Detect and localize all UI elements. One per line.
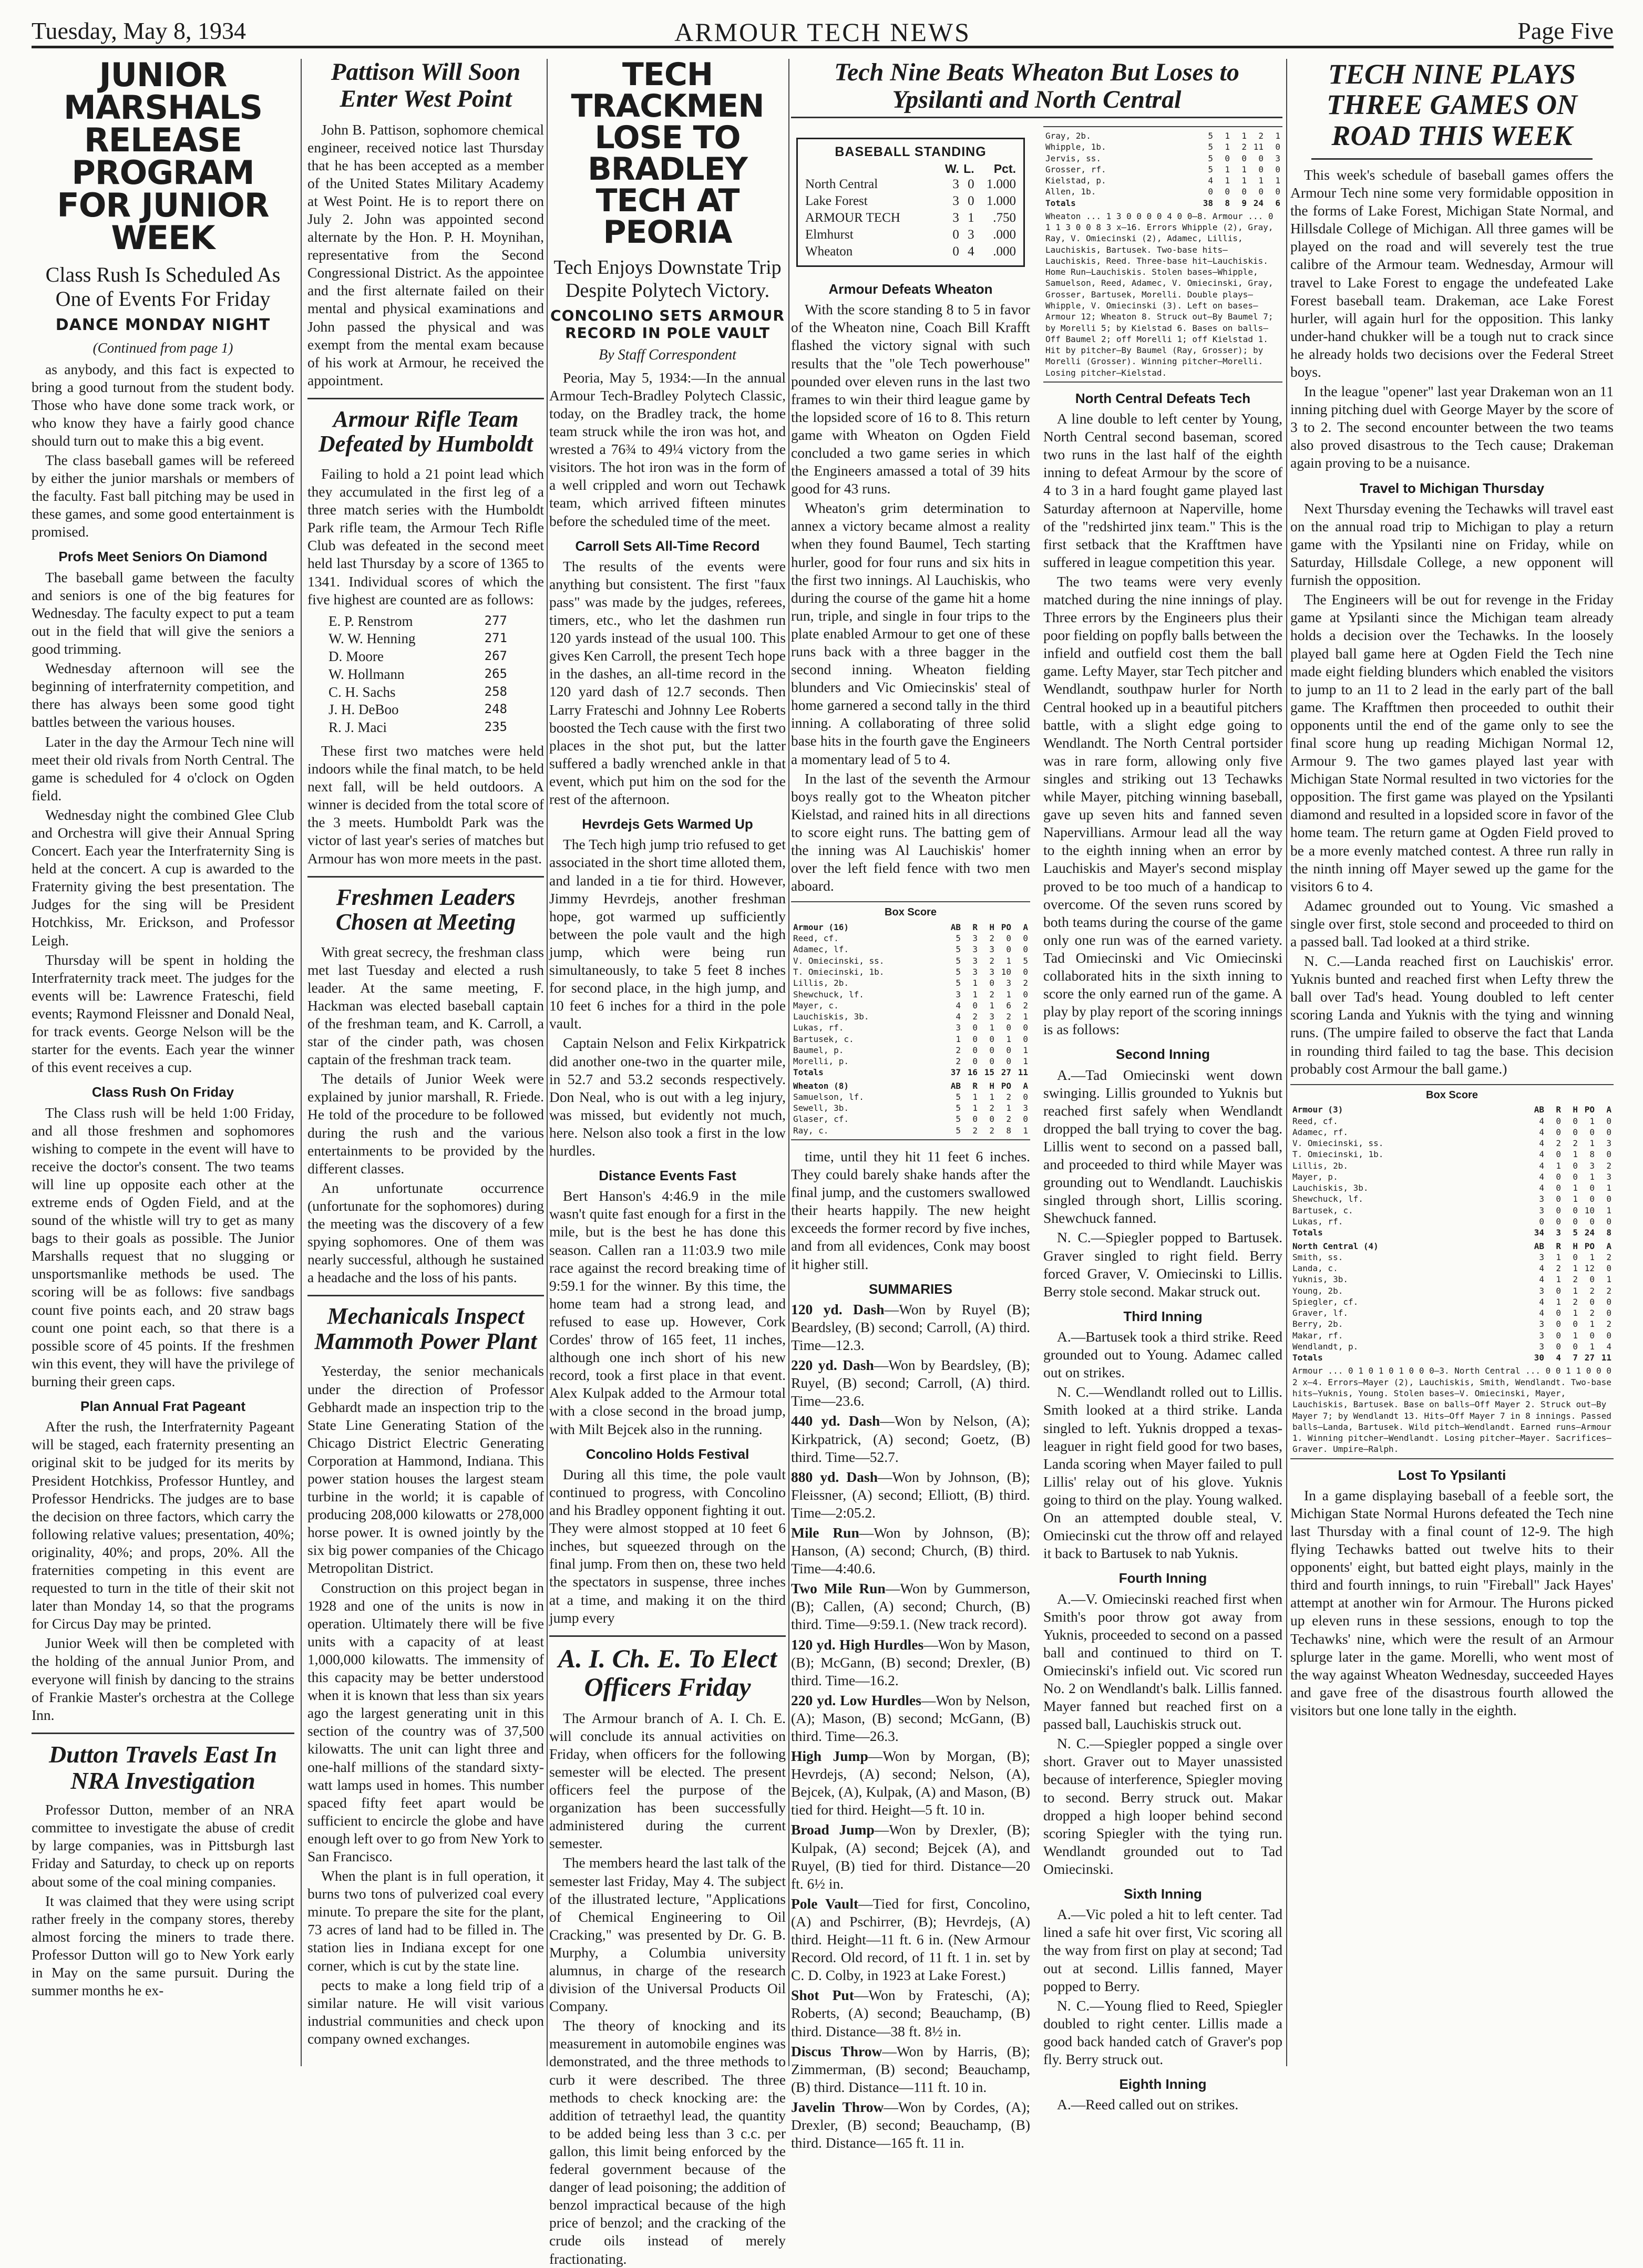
headline-tech-nine-beats-wheaton: Tech Nine Beats Wheaton But Loses to Ypsilanti and North Central — [791, 59, 1282, 118]
subhead: Concolino Holds Festival — [586, 1446, 749, 1462]
score-row: C. H. Sachs 258 — [328, 684, 507, 700]
summary-entry: 440 yd. Dash—Won by Nelson, (A); Kirkpatrick, (A) second; Goetz, (B) third. Time—52.7. — [791, 1413, 1030, 1465]
paragraph: In the league "opener" last year Drakeman won an 11 inning pitching duel with George Mayer by the score of 3 to 2. The second encounter between the two teams also proved disastrous to the Tech cause; Drakeman again proving to be a nuisance. — [1290, 383, 1614, 471]
paragraph: The Armour branch of A. I. Ch. E. will conclude its annual activities on Friday, when officers for the following semester will be elected. The present officers feel the purpose of the organization has been successfully administered during the current semester. — [549, 1709, 786, 1852]
paragraph: An unfortunate occurrence (unfortunate for the sophomores) during the meeting was the discovery of a few spying sophomores. One of them was nearly successful, although he sustained a headache and the loss of his pants. — [307, 1179, 544, 1286]
summary-entry: Discus Throw—Won by Harris, (B); Zimmerman, (B) second; Beauchamp, (B) third. Distance—111 ft. 10 in. — [791, 2043, 1030, 2095]
paragraph: Peoria, May 5, 1934:—In the annual Armour Tech-Bradley Polytech Classic, today, on the Bradley track, the home team struck while the iron was hot, and wrested a 76¾ to 49¼ victory from the visitors. The hot iron was in the form of a well crippled and worn out Techawk team, which arrived fifteen minutes before the scheduled time of the meet. — [549, 369, 786, 529]
score-row: W. W. Henning 271 — [328, 631, 507, 647]
paragraph: A.—Reed called out on strikes. — [1057, 2096, 1239, 2113]
table-row: Bartusek, c. 3 0 0 10 1 — [1292, 1205, 1611, 1215]
column-1 — [32, 56, 294, 2066]
paragraph: time, until they hit 11 feet 6 inches. They could barely shake hands after the final jump, and the customers swallowed their hearts happily. The new height exceeds the former record by five inches, and from all evidences, Conk may boost it higher still. — [791, 1148, 1030, 1272]
article-body — [307, 1362, 544, 2048]
headline-pattison: Pattison Will Soon Enter West Point — [331, 58, 521, 112]
paragraph: Wheaton's grim determination to annex a victory became almost a reality when they found Baumel, Tech starting hurler, good for four runs and six hits in the first two innings. Al Lauchiskis, who during the course of the game hit a home run, triple, and single in four trips to the plate enabled Armour to get one of these runs back with a three bagger in the second inning. Wheaton fielding blunders and Vic Omiecinskis' steal of home garnered a second tally in the third inning. A collaborating of three solid base hits in the fourth gave the Engineers a momentary lead of 5 to 4. — [791, 500, 1030, 767]
table-row: Whipple, 1b. 5 1 2 11 0 — [1045, 142, 1280, 152]
paragraph: pects to make a long field trip of a similar nature. He will visit various industrial communities and check upon company owned exchanges. — [307, 1976, 544, 2047]
inning-heading: Second Inning — [1115, 1046, 1210, 1063]
summary-entry: Pole Vault—Tied for first, Concolino, (A) and Pschirrer, (B); Hevrdejs, (A) third. Height—11 ft. 6 in. (New Armour Record. Old record, of 11 ft. 1 in. set by C. D. Colby, in 1923 at Lake Forest.) — [791, 1895, 1030, 1984]
paragraph: The results of the events were anything but consistent. The first "faux pass" was made by the judges, referees, timers, etc., who let the dashmen run 120 yards instead of the usual 100. This gives Ken Carroll, the present Tech hope in the dashes, an all-time record in the 120 yard dash of 12.7 seconds. Then Larry Frateschi and Johnny Lee Roberts boosted the Tech cause with the first two places in the shot put, but the latter suffered a badly wrenched ankle in that event, which put him on the sod for the rest of the afternoon. — [549, 558, 786, 808]
paragraph: A.—Tad Omiecinski went down swinging. Lillis grounded to Yuknis but reached first safely when Wendlandt dropped the ball trying to cover the bag. Lillis went to second on a passed ball, and proceeded to third while Mayer was grounding out to Wendlandt. Lauchiskis singled through short, Lillis scoring. Shewchuck fanned. — [1043, 1066, 1282, 1226]
deck-class-rush: Class Rush Is Scheduled As One of Events For Friday — [45, 263, 281, 311]
column-rule — [547, 59, 548, 2066]
deck-concolino: CONCOLINO SETS ARMOUR RECORD IN POLE VAULT — [550, 307, 785, 342]
divider — [1311, 158, 1593, 160]
summaries-title: SUMMARIES — [869, 1281, 952, 1297]
table-row: Shewchuck, lf. 3 0 1 0 0 — [1292, 1194, 1611, 1204]
table-row: Lukas, rf. 3 0 1 0 0 — [793, 1023, 1028, 1033]
subhead: Armour Defeats Wheaton — [828, 281, 993, 297]
table-row: Kielstad, p. 4 1 1 1 1 — [1045, 176, 1280, 186]
headline-mechanicals: Mechanicals Inspect Mammoth Power Plant — [314, 1303, 537, 1354]
paragraph: Junior Week will then be completed with the holding of the annual Junior Prom, and everyone will finish by dancing to the strains of Frankie Master's orchestra at the College Inn. — [32, 1635, 294, 1723]
column-4b — [1043, 126, 1282, 2113]
summary-entry: Broad Jump—Won by Drexler, (B); Kulpak, (A) second; Bejcek (A), and Ruyel, (B) tied for third. Distance—20 ft. 6½ in. — [791, 1821, 1030, 1892]
table-row: Reed, cf. 5 3 2 0 0 — [793, 933, 1028, 944]
table-row: Spiegler, cf. 4 1 2 0 0 — [1292, 1296, 1611, 1307]
paragraph: In a game displaying baseball of a feeble sort, the Michigan State Normal Hurons defeated the Tech nine last Thursday with a final count of 12-9. The high flying Techawks batted out twelve hits to their opponents' eight, but batted eight plays, mainly in the third and fourth innings, to ruin "Fireball" Jack Hayes' attempt at another win for Armour. The Hurons picked up eleven runs in these sessions, enough to top the Techawks' nine, which were the result of an Armour splurge later in the game. Morelli, who went most of the way against Wheaton Wednesday, succeeded Hayes and gave free of the disastrous fourth allowed the visitors but one lone tally in the eighth. — [1290, 1487, 1614, 1718]
paragraph: Wednesday night the combined Glee Club and Orchestra will give their Annual Spring Concert. Each year the Interfraternity Sing is held at the concert. A cup is awarded to the Fraternity giving the best presentation. The Judges for the sing will be President Hotchkiss, Mr. Erickson, and Professor Leigh. — [32, 806, 294, 949]
article-body — [32, 1801, 294, 1999]
headline-aiche: A. I. Ch. E. To Elect Officers Friday — [558, 1643, 777, 1702]
score-row: W. Hollmann 265 — [328, 666, 507, 682]
summary-entry: Javelin Throw—Won by Cordes, (A); Drexler, (B) second; Beauchamp, (B) third. Distance—165 ft. 11 in. — [791, 2098, 1030, 2151]
paragraph: These first two matches were held indoors while the final match, to be held next fall, will be held outdoors. A winner is decided from the total score of the 3 meets. Humboldt Park was the victor of last year's series of matches but Armour has won more meets in the past. — [307, 742, 544, 867]
table-row: T. Omiecinski, 1b. 5 3 3 10 0 — [793, 966, 1028, 977]
subhead: Lost To Ypsilanti — [1398, 1467, 1506, 1483]
paragraph: It was claimed that they were using script rather freely in the company stores, thereby almost forcing the miners to trade there. Professor Dutton will go to New York early in May on the same pursuit. During the summer months he ex- — [32, 1892, 294, 1999]
table-header: Armour (16) AB R H PO A — [793, 922, 1028, 932]
paragraph: N. C.—Spiegler popped to Bartusek. Graver singled to right field. Berry forced Graver, V. Omiecinski to Lillis. Berry stole second. Makar struck out. — [1043, 1229, 1282, 1300]
article-body — [307, 943, 544, 1287]
summary-entry: 220 yd. Low Hurdles—Won by Nelson, (A); Mason, (B) second; McGann, (B) third. Time—26.3. — [791, 1692, 1030, 1745]
article-body — [1290, 1467, 1614, 1719]
table-row: Shewchuck, lf. 3 1 2 1 0 — [793, 989, 1028, 999]
subhead: Carroll Sets All-Time Record — [575, 538, 760, 554]
paragraph: The details of Junior Week were explained by junior marshall, R. Friede. He told of the procedure to be followed during the rush and the various entertainments to be provided by the different classes. — [307, 1070, 544, 1177]
table-header: W. L. Pct. — [944, 162, 1016, 176]
column-rule — [788, 59, 789, 2066]
paragraph: The theory of knocking and its measurement in automobile engines was demonstrated, and the three methods to curb it were described. The three methods to check knocking are: the addition of tetraethyl lead, the quantity to be added being less than 3 c.c. per gallon, this limit being enforced by the federal government because of the danger of lead poisoning; the addition of benzol impractical because of the high price of benzol; and the cracking of the crude oils instead of merely fractionating. — [549, 2017, 786, 2267]
headline-freshmen: Freshmen Leaders Chosen at Meeting — [335, 884, 516, 935]
paragraph: The members heard the last talk of the semester last Friday, May 4. The subject of the illustrated lecture, "Applications of Chemical Engineering to Oil Cracking," was presented by Dr. G. B. Murphy, a Columbia university alumnus, in charge of the research division of the Universal Products Oil Company. — [549, 1854, 786, 2015]
table-row: Landa, c. 4 2 1 12 0 — [1292, 1263, 1611, 1274]
summary-entry: 220 yd. Dash—Won by Beardsley, (B); Ruyel, (B) second; Carroll, (A) third. Time—23.6. — [791, 1357, 1030, 1409]
box-rows — [793, 1091, 1028, 1136]
article-body — [307, 742, 544, 868]
article-body — [549, 1709, 786, 2268]
summary-entry: Two Mile Run—Won by Gummerson, (B); Callen, (A) second; Church, (B) third. Time—9:59.1. (New track record). — [791, 1580, 1030, 1633]
table-row: Lukas, rf. 0 0 0 0 0 — [1292, 1217, 1611, 1227]
subhead: North Central Defeats Tech — [1075, 390, 1251, 406]
summary-entry: High Jump—Won by Morgan, (B); Hevrdejs, (A) second; Nelson, (A), Bejcek, (A), Kulpak, (A) and Mason, (B) tied for third. Height—5 ft. 10 in. — [791, 1748, 1030, 1818]
paragraph: John B. Pattison, sophomore chemical engineer, received notice last Thursday that he has been accepted as a member of the United States Military Academy at West Point. He is to report there on July 2. John was appointed second alternate by the Hon. P. H. Moynihan, representative from the Second Congressional District. As the appointee and the first alternate failed on their mental and physical examinations and John passed the physical and was exempt from the mental exam because of his work at Armour, he received the appointment. — [307, 121, 544, 388]
box-score-summary: Armour ... 0 1 0 1 0 1 0 0 0—3. North Central ... 0 0 1 1 0 0 0 2 x—4. Errors—Mayer (2), Lauchiskis, Smith, Wendlandt. Two-base hits—Yuknis, Young. Stolen bases—V. Omiecinski, Mayer, Lauchiskis, Bartusek. Base on balls—Off Mayer 2. Struck out—By Mayer 7; by Wendlandt 13. Hits—Off Mayer 7 in 8 innings. Passed balls—Landa, Bartusek. Wild pitch—Wendlandt. Earned runs—Armour 1. Winning pitcher—Wendlandt. Losing pitcher—Mayer. Sacrifices—Graver. Umpire—Ralph. — [1292, 1366, 1617, 1455]
summary-entry: Shot Put—Won by Frateschi, (A); Roberts, (A) second; Beauchamp, (B) third. Distance—38 ft. 8½ in. — [791, 1987, 1030, 2039]
paragraph: N. C.—Young flied to Reed, Spiegler doubled to right center. Lillis made a good back handed catch of Graver's pop fly. Berry struck out. — [1043, 1997, 1282, 2067]
paragraph: The class baseball games will be refereed by either the junior marshals or members of the faculty. Fast ball pitching may be used in these games, and some good entertainment is promised. — [32, 451, 294, 540]
summary-entry: 120 yd. Dash—Won by Ruyel (B); Beardsley, (B) second; Carroll, (A) third. Time—12.3. — [791, 1301, 1030, 1354]
paragraph: The two teams were very evenly matched during the nine innings of play. Three errors by the Engineers plus their poor fielding on popfly balls between the infield and outfield cost them the ball game. Lefty Mayer, star Tech pitcher and Wendlandt, southpaw hurler for North Central hooked up in a beautiful pitchers battle, with a slight edge going to Wendlandt. The North Central portsider was in rare form, allowing only five singles and striking out 13 Techawks while Mayer, pitching winning baseball, gave up seven hits and fanned seven Napervillians. Armour lead all the way to the eighth inning when an error by Lauchiskis and Mayer's second misplay proved to be too much of a handicap to overcome. Of the seven runs scored by both teams during the course of the game only one run was of the earned variety. Tad Omiecinski and Vic Omiecinski collaborated hits in the sixth inning to score the only earned run of the game. A play by play report of the scoring innings is as follows: — [1043, 573, 1282, 1038]
subhead: Distance Events Fast — [599, 1168, 736, 1184]
table-row: Adamec, rf. 4 0 0 0 0 — [1292, 1127, 1611, 1137]
paragraph: N. C.—Landa reached first on Lauchiskis' error. Yuknis bunted and reached first when Lefty threw the ball over Tad's head. Young doubled to left center scoring Landa and Yuknis with the tying and winning runs. (The umpire failed to observe the fact that Landa in rounding third failed to tag the base. This decision probably cost Armour the ball game.) — [1290, 953, 1614, 1077]
paragraph: During all this time, the pole vault continued to progress, with Concolino and his Bradley opponent fighting it out. They were almost stopped at 10 feet 6 inches, but squeezed through on the final jump. From then on, these two held the spectators in suspense, three inches at a time, and making it on the third jump every — [549, 1466, 786, 1626]
box-rows — [793, 933, 1028, 1067]
continued-note: (Continued from page 1) — [93, 339, 233, 356]
headline-junior-marshals: JUNIOR MARSHALS RELEASE PROGRAM FOR JUNIOR WEEK — [57, 56, 269, 257]
table-row: Jervis, ss. 5 0 0 0 3 — [1045, 153, 1280, 163]
divider — [32, 1733, 294, 1734]
table-row: ARMOUR TECH 3 1 .750 — [805, 211, 1016, 225]
newspaper-name: ARMOUR TECH NEWS — [674, 17, 971, 47]
score-row: D. Moore 267 — [328, 648, 507, 665]
table-row: Smith, ss. 3 1 0 1 2 — [1292, 1252, 1611, 1262]
standing-title: BASEBALL STANDING — [835, 145, 987, 159]
paragraph: N. C.—Spiegler popped a single over short. Graver out to Mayer unassisted because of interference, Spiegler moving to second. Berry struck out. Makar dropped a high looper behind second scoring Spiegler with the tying run. Wendlandt grounded out to Tad Omiecinski. — [1043, 1735, 1282, 1877]
table-row: T. Omiecinski, 1b. 4 0 1 8 0 — [1292, 1149, 1611, 1160]
divider — [307, 398, 544, 399]
box-rows — [1292, 1116, 1611, 1228]
box-rows — [1292, 1252, 1611, 1352]
score-row: R. J. Maci 235 — [328, 719, 507, 736]
masthead — [32, 12, 1614, 48]
table-row: Bartusek, c. 1 0 0 1 0 — [793, 1034, 1028, 1044]
byline: By Staff Correspondent — [599, 346, 736, 363]
paragraph: Thursday will be spent in holding the Interfraternity track meet. The judges for the events will be: Lawrence Frateschi, field events; Raymond Fleissner and Donald Neal, for track events. George Nelson will be the starter for the events. Each year the winner of this event receives a cup. — [32, 951, 294, 1076]
table-row: Grosser, rf. 5 1 1 0 0 — [1045, 164, 1280, 174]
table-row: Totals 37 16 15 27 11 — [793, 1067, 1028, 1078]
table-row: Makar, rf. 3 0 1 0 0 — [1292, 1330, 1611, 1341]
inning-heading: Fourth Inning — [1118, 1570, 1207, 1586]
paragraph: as anybody, and this fact is expected to bring a good turnout from the student body. Those who have done some track work, or who know they have a fairly good chance should turn out to make this a big event. — [32, 360, 294, 449]
table-row: V. Omiecinski, ss. 4 2 2 1 3 — [1292, 1138, 1611, 1149]
article-body — [1043, 390, 1282, 2114]
article-body — [791, 281, 1030, 895]
table-row: Totals 30 4 7 27 11 — [1292, 1353, 1611, 1363]
divider — [307, 1295, 544, 1296]
table-row: Mayer, c. 4 0 1 6 2 — [793, 1000, 1028, 1011]
track-summaries — [791, 1301, 1030, 2152]
table-row: Lillis, 2b. 4 1 0 3 2 — [1292, 1160, 1611, 1171]
paragraph: Adamec grounded out to Young. Vic smashed a single over first, stole second and proceeded to third on a passed ball. Tad looked at a third strike. — [1290, 897, 1614, 950]
table-row: Lauchiskis, 3b. 4 0 1 0 1 — [1292, 1183, 1611, 1193]
table-row: Gray, 2b. 5 1 1 2 1 — [1045, 131, 1280, 141]
summary-entry: Mile Run—Won by Johnson, (B); Hanson, (A) second; Church, (B) third. Time—4:40.6. — [791, 1524, 1030, 1577]
box-score-armour-wheaton — [791, 901, 1030, 1140]
column-4-header — [791, 59, 1282, 127]
paragraph: A.—Bartusek took a third strike. Reed grounded out to Young. Adamec called out on strikes. — [1043, 1328, 1282, 1381]
divider — [549, 1635, 786, 1637]
paragraph: Bert Hanson's 4:46.9 in the mile wasn't quite fast enough for a first in the mile, but is the best he has done this season. Callen ran a 11:03.9 two mile race against the record breaking time of 9:59.1 for the winner. By this time, the home team had a strong lead, and refused to ease up. However, Cork Cordes' throw of 165 feet, 11 inches, although one inch short of his new record, took a first place in that event. Alex Kulpak added to the Armour total with a close second in the broad jump, with Milt Bejcek also in the running. — [549, 1188, 786, 1437]
table-row: Lake Forest 3 0 1.000 — [805, 194, 1016, 208]
subhead: Plan Annual Frat Pageant — [80, 1398, 245, 1415]
table-row: Graver, lf. 4 0 1 2 0 — [1292, 1308, 1611, 1318]
box-score-title: Box Score — [1426, 1089, 1478, 1101]
table-row: Berry, 2b. 3 0 0 1 2 — [1292, 1319, 1611, 1329]
table-header: Wheaton (8) AB R H PO A — [793, 1080, 1028, 1091]
baseball-standing-box — [796, 138, 1025, 267]
subhead: Hevrdejs Gets Warmed Up — [582, 816, 753, 832]
table-row: Sewell, 3b. 5 1 2 1 3 — [793, 1103, 1028, 1114]
table-row: Yuknis, 3b. 4 1 2 0 1 — [1292, 1274, 1611, 1285]
paragraph: This week's schedule of baseball games offers the Armour Tech nine some very formidable opposition in the forms of Lake Forest, Michigan State Normal, and Hillsdale College of Michigan. All three games will be played on the road and will severely test the true calibre of the Armour team. Wednesday, Armour will travel to Lake Forest to engage the undefeated Lake Forest baseball team. Drakeman, ace Lake Forest hurler, will again hurl for the opposition. This lanky under-hand chukker will be a tough nut to crack since he already holds two decisions over the Federal Street boys. — [1290, 166, 1614, 380]
article-body — [307, 121, 544, 389]
table-row: V. Omiecinski, ss. 5 3 2 1 5 — [793, 955, 1028, 966]
paragraph: The baseball game between the faculty and seniors is one of the big features for Wednesday. The faculty expect to put a team out in the field that will give the seniors a good trimming. — [32, 569, 294, 657]
table-header: Armour (3) AB R H PO A — [1292, 1105, 1611, 1115]
table-row: Ray, c. 5 2 2 8 1 — [793, 1125, 1028, 1136]
paragraph: Yesterday, the senior mechanicals under the direction of Professor Gebhardt made an inspection trip to the State Line Generating Station of the Chicago District Electric Generating Corporation at Hammond, Indiana. This power station houses the largest steam turbine in the world; it is capable of producing 208,000 kilowatts or 278,000 horse power. It is owned jointly by the six big power companies of the Chicago Metropolitan District. — [307, 1363, 544, 1576]
headline-tech-nine-plays: TECH NINE PLAYS THREE GAMES ON ROAD THIS WEEK — [1326, 58, 1578, 151]
subhead: Travel to Michigan Thursday — [1359, 480, 1545, 496]
paragraph: A.—Vic poled a hit to left center. Tad lined a safe hit over first, Vic scoring all the way from first on play at second; Tad out at second. Lillis fanned, Mayer popped to Berry. — [1043, 1906, 1282, 1994]
article-body — [32, 360, 294, 1724]
paragraph: In the last of the seventh the Armour boys really got to the Wheaton pitcher Kielstad, and rained hits in all directions to score eight runs. The batting gem of the inning was Al Lauchiskis' homer over the left field fence with two men aboard. — [791, 770, 1030, 894]
table-row: Wendlandt, p. 3 0 0 1 4 — [1292, 1341, 1611, 1352]
table-row: Morelli, p. 2 0 0 0 1 — [793, 1056, 1028, 1067]
table-row: Samuelson, lf. 5 1 1 2 0 — [793, 1091, 1028, 1102]
score-row: E. P. Renstrom 277 — [328, 613, 507, 629]
inning-heading: Third Inning — [1123, 1308, 1203, 1324]
page-number: Page Five — [1517, 17, 1614, 44]
headline-tech-trackmen: TECH TRACKMEN LOSE TO BRADLEY TECH AT PEORIA — [571, 56, 764, 251]
table-row: Totals 38 8 9 24 6 — [1045, 198, 1280, 208]
table-row: Young, 2b. 3 0 1 2 2 — [1292, 1285, 1611, 1296]
subhead: Profs Meet Seniors On Diamond — [58, 549, 268, 565]
column-3 — [549, 56, 786, 2267]
column-2 — [307, 59, 544, 2066]
rifle-scores — [328, 613, 507, 737]
summary-entry: 880 yd. Dash—Won by Johnson, (B); Fleissner, (A) second; Elliott, (B) third. Time—2:05.2. — [791, 1468, 1030, 1521]
table-row: Lillis, 2b. 5 1 0 3 2 — [793, 978, 1028, 988]
paragraph: The Tech high jump trio refused to get associated in the short time alloted them, and landed in a tie for third. However, Jimmy Hevrdejs, another freshman hope, got warmed up sufficiently between the pole vault and the high jump, which were being run simultaneously, to take 5 feet 8 inches for second place, in the high jump, and 10 feet 6 inches for a third in the pole vault. — [549, 836, 786, 1032]
column-4a — [791, 126, 1030, 2151]
paragraph: The Engineers will be out for revenge in the Friday game at Ypsilanti since the Michigan team already holds a decision over the Techawks. In the loosely played ball game here at Ogden Field the Tech nine made eight fielding blunders which enabled the visitors to jump to an 11 to 2 lead in the early part of the ball game. The Krafftmen then proceeded to outhit their opponents until the end of the game only to see the final score hung up reading Michigan Normal 12, Armour 9. The two games played last year with Michigan State Normal resulted in two victories for the opposition. The first game was played on the Ypsilanti diamond and resulted in a lopsided score in favor of the home team. The return game at Ogden Field proved to be a more evenly matched contest. A three run rally in the ninth inning off Mayer sewed up the game for the visitors 6 to 4. — [1290, 591, 1614, 894]
table-row: Adamec, lf. 5 3 3 0 0 — [793, 944, 1028, 955]
column-5 — [1290, 58, 1617, 2066]
inning-heading: Eighth Inning — [1119, 2076, 1207, 2092]
paragraph: Later in the day the Armour Tech nine will meet their old rivals from North Central. The game is scheduled for 4 o'clock on Ogden field. — [32, 733, 294, 803]
headline-rifle-team: Armour Rifle Team Defeated by Humboldt — [318, 406, 533, 457]
paragraph: With great secrecy, the freshman class met last Tuesday and elected a rush leader. At the same meeting, F. Hackman was elected baseball captain of the freshman team, and K. Carroll, a star of the cinder path, was chosen captain of the freshman track team. — [307, 943, 544, 1068]
table-row: Baumel, p. 2 0 0 0 1 — [793, 1045, 1028, 1055]
table-row: Mayer, p. 4 0 0 1 3 — [1292, 1171, 1611, 1182]
column-rule — [301, 59, 302, 2066]
paragraph: After the rush, the Interfraternity Pageant will be staged, each fraternity presenting an original skit to be judged for its merits by President Hotchkiss, Professor Huntley, and Professor Hendricks. The judges are to base the decision on three factors, which carry the following relative values; presentation, 40%; originality, 40%; and props, 20%. All the fraternities competing in this event are requested to turn in the title of their skit not later than Monday 14, so that the programs for Circus Day may be printed. — [32, 1418, 294, 1632]
table-row: Allen, 1b. 0 0 0 0 0 — [1045, 187, 1280, 197]
summary-entry: 120 yd. High Hurdles—Won by Mason, (B); McGann, (B) second; Drexler, (B) third. Time—16.2. — [791, 1636, 1030, 1688]
table-header: North Central (4) AB R H PO A — [1292, 1241, 1611, 1251]
table-row: Totals 34 3 5 24 8 — [1292, 1228, 1611, 1238]
table-row: Glaser, cf. 5 0 0 2 0 — [793, 1114, 1028, 1125]
table-row: Lauchiskis, 3b. 4 2 3 2 1 — [793, 1012, 1028, 1022]
paragraph: Captain Nelson and Felix Kirkpatrick did another one-two in the quarter mile, in 52.7 and 53.2 seconds respectively. Don Neal, who is out with a leg injury, was missed, but evidently not much, here. Nelson also took a first in the low hurdles. — [549, 1035, 786, 1159]
deck-dance: DANCE MONDAY NIGHT — [55, 316, 271, 334]
divider — [307, 876, 544, 878]
paragraph: Failing to hold a 21 point lead which they accumulated in the first leg of a three match series with the Humboldt Park rifle team, the Armour Tech Rifle Club was defeated in the second meet held last Thursday by a score of 1365 to 1341. Individual scores of which the five highest are counted are as follows: — [307, 465, 544, 607]
column-rule — [1286, 59, 1287, 2066]
table-row: North Central 3 0 1.000 — [805, 177, 1016, 191]
deck-downstate: Tech Enjoys Downstate Trip Despite Polytech Victory. — [553, 256, 782, 302]
box-score-title: Box Score — [885, 906, 937, 919]
article-body — [791, 1148, 1030, 2152]
paragraph: Professor Dutton, member of an NRA committee to investigate the abuse of credit by large companies, was in Pittsburgh last Friday and Saturday, to check up on reports about some of the coal mining companies. — [32, 1801, 294, 1890]
box-score-wheaton-continued — [1043, 126, 1282, 383]
article-body — [307, 465, 544, 609]
paragraph: The Class rush will be held 1:00 Friday, and all those freshmen and sophomores wishing to compete in the event will have to receive the doctor's consent. The two teams will line up opposite each other at the extreme ends of Ogden Field, and at the sound of the whistle will try to get as many bags to their goals as possible. The Junior Marshalls request that no slugging or unsportsmanlike methods be used. The scoring will be as follows: five sandbags count five points each, and 20 straw bags count one point each, so that there is a possible score of 45 points. If the freshmen win this event, they will have the privilege of burning their green caps. — [32, 1104, 294, 1389]
table-row: Elmhurst 0 3 .000 — [805, 228, 1016, 242]
paragraph: With the score standing 8 to 5 in favor of the Wheaton nine, Coach Bill Krafft flashed the victory signal with such results that the "ole Tech powerhouse" pounded over eleven runs in the last two frames to win their third league game by the lopsided score of 16 to 8. This return game with Wheaton on Ogden Field concluded a two game series in which the Engineers amassed a total of 39 hits good for 43 runs. — [791, 301, 1030, 497]
paragraph: A.—V. Omiecinski reached first when Smith's poor throw got away from Yuknis, proceeded to second on a passed ball and continued to third on T. Omiecinski's infield out. Vic scored run No. 2 on Wendlandt's balk. Lillis fanned. Mayer fanned but reached first on a passed ball, Lauchiskis struck out. — [1043, 1590, 1282, 1733]
standing-table — [805, 162, 1016, 260]
article-body — [1290, 166, 1614, 1078]
article-body — [549, 369, 786, 1627]
box-score-armour-north-central — [1290, 1084, 1617, 1459]
paragraph: Wednesday afternoon will see the beginning of interfraternity competition, and there has always been some good tight battles between the various houses. — [32, 660, 294, 730]
box-rows — [1045, 130, 1280, 198]
score-row: J. H. DeBoo 248 — [328, 702, 507, 718]
headline-dutton: Dutton Travels East In NRA Investigation — [48, 1740, 278, 1794]
table-row: Wheaton 0 4 .000 — [805, 244, 1016, 259]
paragraph: N. C.—Wendlandt rolled out to Lillis. Smith looked at a third strike. Landa singled to left. Yuknis dropped a texas-leaguer in right field good for two bases, Landa scoring when Mayer failed to pull Lillis' relay out of his glove. Yuknis going to third on the play. Young walked. On an attempted double steal, V. Omiecinski cut the throw off and relayed it back to Bartusek to nab Yuknis. — [1043, 1384, 1282, 1562]
paragraph: When the plant is in full operation, it burns two tons of pulverized coal every minute. To prepare the site for the plant, 73 acres of land had to be filled in. The station lies in Indiana except for one corner, which is cut by the state line. — [307, 1868, 544, 1974]
paragraph: Construction on this project began in 1928 and one of the units is now in operation. Ultimately there will be five units with a capacity of at least 1,000,000 kilowatts. The immensity of this capacity may be better understood when it is known that less than six years ago the largest generating unit in this section of the country was of 37,500 kilowatts. The unit can light three and one-half millions of the standard sixty-watt lamps used in homes. This number spaced fifty feet apart would be sufficient to encircle the globe and have enough left over to go from New York to San Francisco. — [307, 1579, 544, 1864]
table-row: Reed, cf. 4 0 0 1 0 — [1292, 1116, 1611, 1126]
inning-heading: Sixth Inning — [1124, 1886, 1202, 1902]
subhead: Class Rush On Friday — [91, 1084, 234, 1100]
issue-date: Tuesday, May 8, 1934 — [32, 17, 247, 44]
box-score-summary: Wheaton ... 1 3 0 0 0 0 4 0 0—8. Armour ... 0 1 1 3 0 0 8 3 x—16. Errors Whipple (2), Gray, Ray, V. Omiecinski (2), Adamec, Lillis, Lauchiskis, Bartusek. Two-base hits—Lauchiskis, Reed. Three-base hit—Lauchiskis. Home Run—Lauchiskis. Stolen bases—Whipple, Samuelson, Reed, Adamec, V. Omiecinski, Gray, Grosser, Bartusek, Morelli. Double plays—Whipple, V. Omiecinski (3). Left on bases—Armour 12; Wheaton 8. Struck out—By Baumel 7; by Morelli 5; by Kielstad 6. Bases on balls—Off Baumel 2; off Morelli 1; off Kielstad 1. Hit by pitcher—By Baumel (Ray, Grosser); by Morelli (Grosser). Winning pitcher—Morelli. Losing pitcher—Kielstad. — [1045, 211, 1279, 378]
paragraph: Next Thursday evening the Techawks will travel east on the annual road trip to Michigan to play a return game with the Ypsilanti nine on Friday, while on Saturday, Hillsdale College, a new opponent will furnish the opposition. — [1290, 500, 1614, 589]
paragraph: A line double to left center by Young, North Central second baseman, scored two runs in the last half of the eighth inning to defeat Armour by the score of 4 to 3 in a hard fought game played last Saturday afternoon at Naperville, home of the "redshirted jinx team." This is the first setback that the Krafftmen have suffered in league competition this year. — [1043, 410, 1282, 570]
